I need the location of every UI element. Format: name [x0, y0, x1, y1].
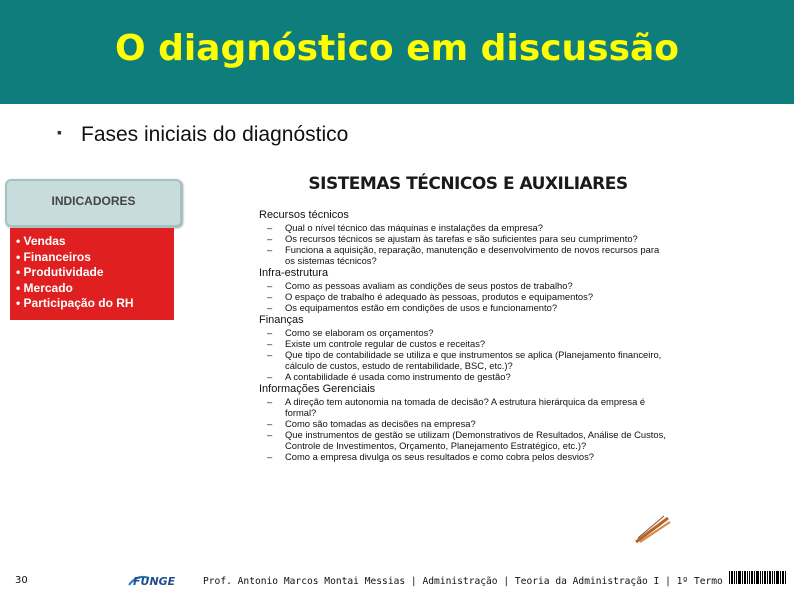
question-text: O espaço de trabalho é adequado às pessoas, produtos e equipamentos? [285, 291, 594, 302]
question-text: A contabilidade é usada como instrumento de gestão? [285, 371, 511, 382]
question-text: Como se elaboram os orçamentos? [285, 327, 434, 338]
question-item: – Como se elaboram os orçamentos? [267, 327, 434, 338]
question-text: Funciona a aquisição, reparação, manutenção e desenvolvimento de novos recursos para os sistemas técnicos? [285, 244, 660, 266]
section-heading: Recursos técnicos [259, 209, 349, 221]
logo-text: FUNGE [133, 575, 176, 588]
indicator-item: • Participação do RH [16, 296, 134, 310]
question-item: – Funciona a aquisição, reparação, manutenção e desenvolvimento de novos recursos para os sistemas técnicos? [267, 244, 660, 266]
question-item: – A contabilidade é usada como instrumento de gestão? [267, 371, 511, 382]
question-item: – Qual o nível técnico das máquinas e instalações da empresa? [267, 222, 543, 233]
indicators-title: INDICADORES [51, 194, 136, 208]
page-number: 30 [15, 575, 28, 586]
indicators-header-box [5, 179, 182, 227]
question-text: Os recursos técnicos se ajustam às tarefas e são suficientes para seu cumprimento? [285, 233, 638, 244]
question-item: – Como são tomadas as decisões na empresa? [267, 418, 476, 429]
question-text: Existe um controle regular de custos e receitas? [285, 338, 486, 349]
systems-title: SISTEMAS TÉCNICOS E AUXILIARES [308, 174, 628, 194]
question-text: Que tipo de contabilidade se utiliza e que instrumentos se aplica (Planejamento financeiro, cálculo de custos, estudo de rentabilidade, BSC, etc.)? [285, 349, 662, 371]
question-item: – Existe um controle regular de custos e receitas? [267, 338, 486, 349]
section-heading: Informações Gerenciais [259, 383, 376, 395]
footer-text: Prof. Antonio Marcos Montai Messias | Administração | Teoria da Administração I | 1º Termo [203, 576, 723, 587]
question-item: – A direção tem autonomia na tomada de decisão? A estrutura hierárquica da empresa é formal? [267, 396, 646, 418]
question-item: – Como as pessoas avaliam as condições de seus postos de trabalho? [267, 280, 573, 291]
indicator-item: • Mercado [16, 280, 73, 295]
pen-decoration-icon [634, 512, 672, 544]
question-item: – Os equipamentos estão em condições de usos e funcionamento? [267, 302, 558, 313]
barcode-icon [728, 571, 788, 587]
question-item: – Que instrumentos de gestão se utilizam (Demonstrativos de Resultados, Análise de Custos, Controle de Investimentos, Orçamento, Planejamento Estratégico, etc.)? [267, 429, 666, 451]
question-text: Qual o nível técnico das máquinas e instalações da empresa? [285, 222, 543, 233]
question-text: Os equipamentos estão em condições de usos e funcionamento? [285, 302, 558, 313]
funge-logo [127, 572, 187, 588]
indicators-list [10, 228, 174, 320]
systems-panel [259, 208, 671, 462]
question-item: – Que tipo de contabilidade se utiliza e que instrumentos se aplica (Planejamento financeiro, cálculo de custos, estudo de rentabilidade, BSC, etc.)? [267, 349, 662, 371]
question-item: – Como a empresa divulga os seus resultados e como cobra pelos desvios? [267, 451, 595, 462]
question-text: Como a empresa divulga os seus resultados e como cobra pelos desvios? [285, 451, 595, 462]
indicator-item: • Produtividade [16, 265, 104, 279]
question-item: – Os recursos técnicos se ajustam às tarefas e são suficientes para seu cumprimento? [267, 233, 638, 244]
question-text: A direção tem autonomia na tomada de decisão? A estrutura hierárquica da empresa é formal? [285, 396, 646, 418]
question-item: – O espaço de trabalho é adequado às pessoas, produtos e equipamentos? [267, 291, 594, 302]
question-text: Que instrumentos de gestão se utilizam (Demonstrativos de Resultados, Análise de Custos, Controle de Investimentos, Orçamento, Planejamento Estratégico, etc.)? [285, 429, 666, 451]
question-text: Como as pessoas avaliam as condições de seus postos de trabalho? [285, 280, 573, 291]
slide-title: O diagnóstico em discussão [114, 28, 680, 69]
question-text: Como são tomadas as decisões na empresa? [285, 418, 476, 429]
indicator-item: • Financeiros [16, 249, 91, 264]
section-heading: Infra-estrutura [259, 267, 329, 279]
bullet-text: Fases iniciais do diagnóstico [81, 123, 349, 146]
section-heading: Finanças [259, 314, 304, 326]
indicator-item: • Vendas [16, 234, 66, 248]
bullet-marker: ▪ [57, 124, 62, 140]
